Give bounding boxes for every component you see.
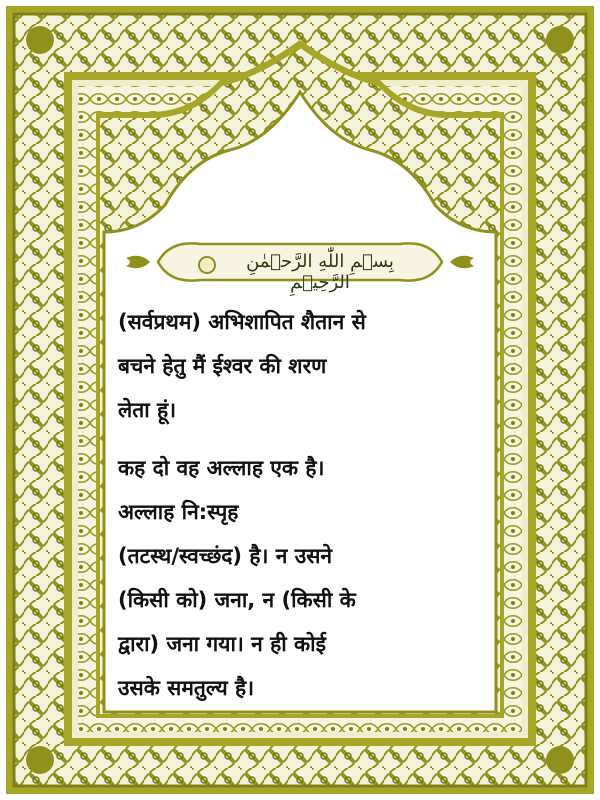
paragraph-surah: [118, 446, 498, 710]
text-line: लेता हूं।: [118, 398, 177, 422]
text-line: (किसी को) जना, न (किसी के: [118, 588, 356, 612]
text-line: अल्लाह नि:स्पृह: [118, 500, 239, 524]
translation-text: [118, 300, 498, 710]
ayah-number-icon: [198, 256, 216, 274]
text-line: बचने हेतु मैं ईश्वर की शरण: [118, 354, 327, 378]
text-line: द्वारा) जना गया। न ही कोई: [118, 632, 326, 656]
text-line: (सर्वप्रथम) अभिशापित शैतान से: [118, 310, 366, 334]
text-line: कह दो वह अल्लाह एक है।: [118, 456, 325, 480]
bismillah-heading: بِسۡمِ اللّٰهِ الرَّحۡمٰنِ الرَّحِيۡمِ: [246, 251, 394, 293]
text-line: उसके समतुल्य है।: [118, 676, 255, 700]
text-line: (तटस्थ/स्वच्छंद) है। न उसने: [118, 544, 333, 568]
paragraph-taawwudh: [118, 300, 498, 432]
